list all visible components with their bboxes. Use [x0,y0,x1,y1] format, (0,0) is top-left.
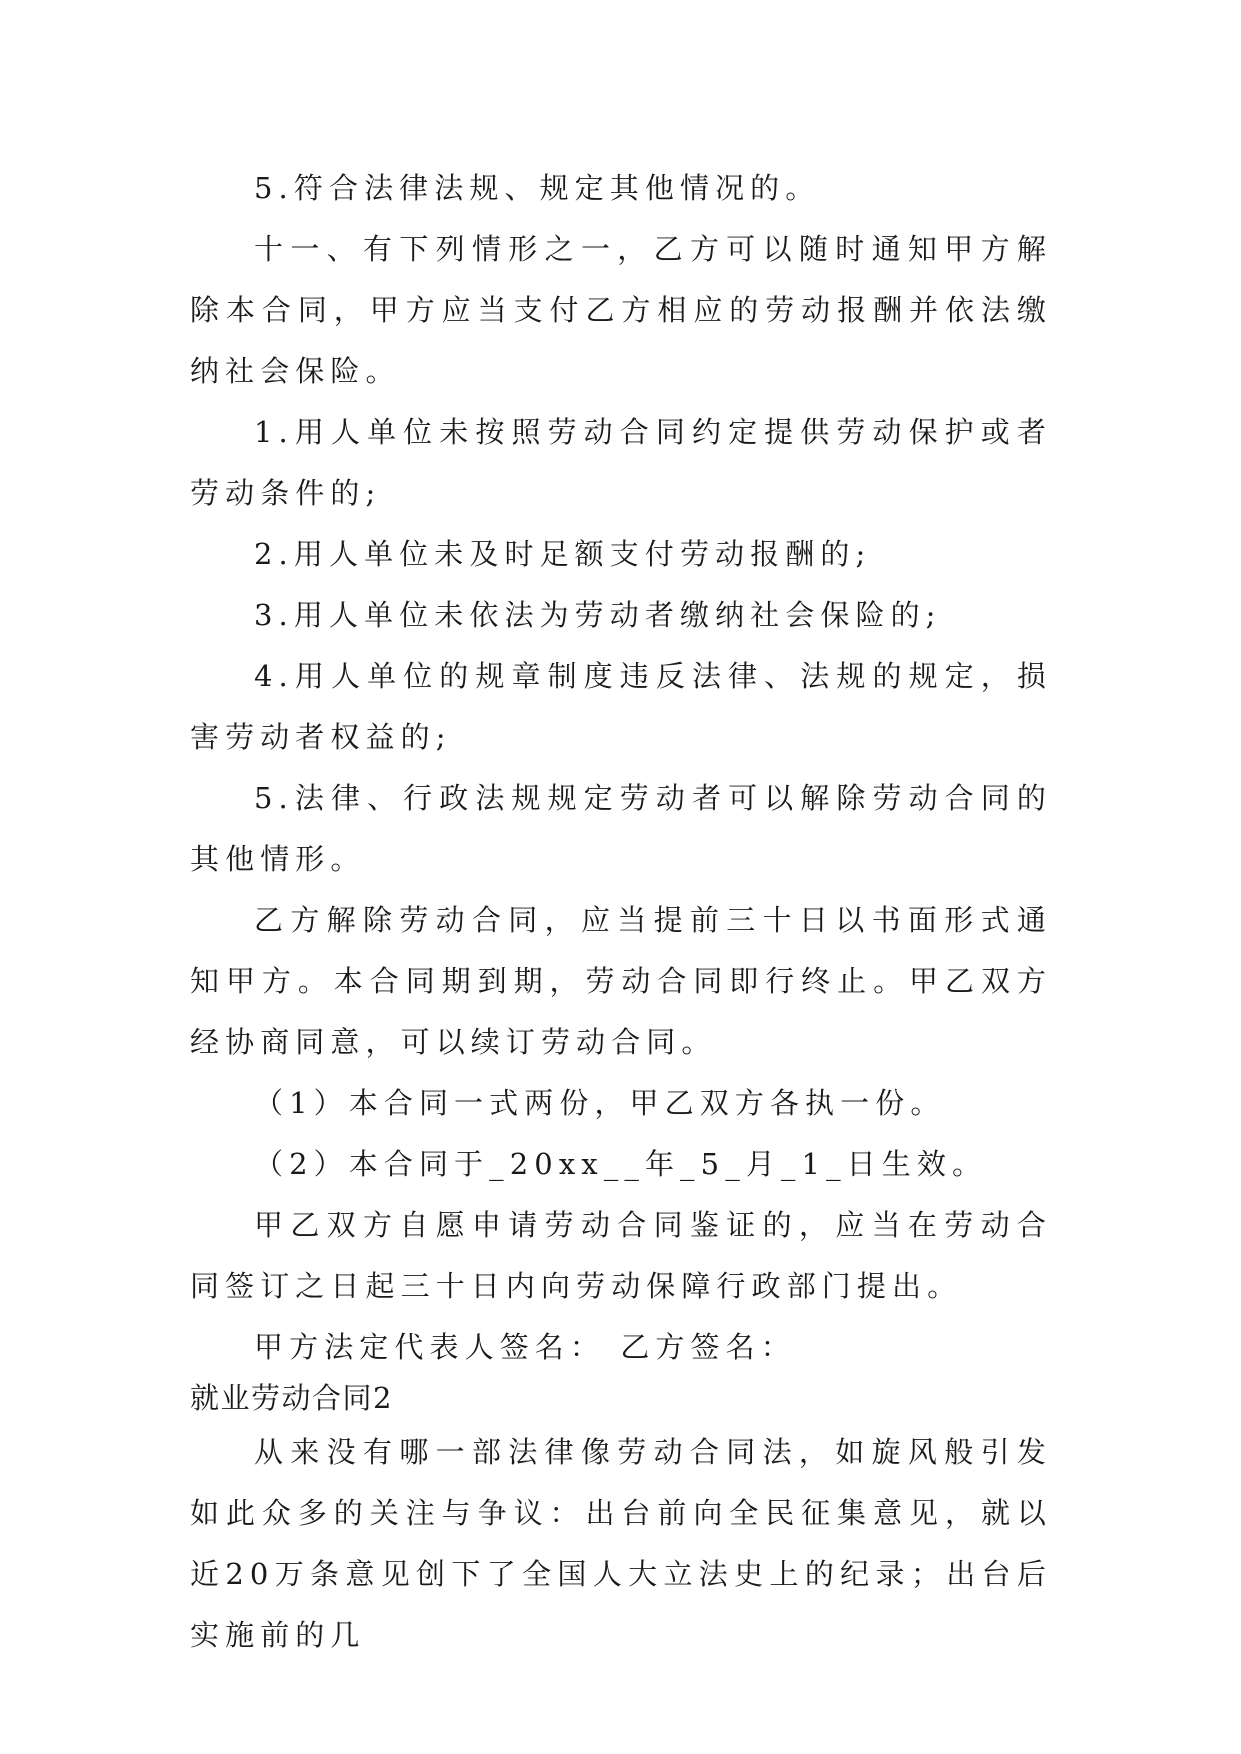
paragraph: 2.用人单位未及时足额支付劳动报酬的; [254,537,872,571]
paragraph: 从来没有哪一部法律像劳动合同法，如旋风般引发如此众多的关注与争议：出台前向全民征集意见，就以近20万条意见创下了全国人大立法史上的纪录；出台后实施前的几 [190,1435,1052,1652]
paragraph: 3.用人单位未依法为劳动者缴纳社会保险的; [254,598,942,632]
paragraph: 甲乙双方自愿申请劳动合同鉴证的，应当在劳动合同签订之日起三十日内向劳动保障行政部门提出。 [190,1208,1052,1303]
section-heading: 就业劳动合同2 [190,1381,393,1415]
paragraph: 5.法律、行政法规规定劳动者可以解除劳动合同的其他情形。 [190,781,1052,876]
paragraph: 十一、有下列情形之一，乙方可以随时通知甲方解除本合同，甲方应当支付乙方相应的劳动报酬并依法缴纳社会保险。 [190,232,1052,388]
paragraph: 1.用人单位未按照劳动合同约定提供劳动保护或者劳动条件的; [190,415,1052,510]
document-page [190,158,1052,1666]
paragraph: （2）本合同于_20xx__年_5_月_1_日生效。 [254,1147,988,1181]
paragraph: 4.用人单位的规章制度违反法律、法规的规定，损害劳动者权益的; [190,659,1052,754]
paragraph: 5.符合法律法规、规定其他情况的。 [254,171,821,205]
paragraph: （1）本合同一式两份，甲乙双方各执一份。 [254,1086,946,1120]
signature-line: 甲方法定代表人签名： 乙方签名： [254,1330,796,1364]
paragraph: 乙方解除劳动合同，应当提前三十日以书面形式通知甲方。本合同期到期，劳动合同即行终止。甲乙双方经协商同意，可以续订劳动合同。 [190,903,1052,1059]
